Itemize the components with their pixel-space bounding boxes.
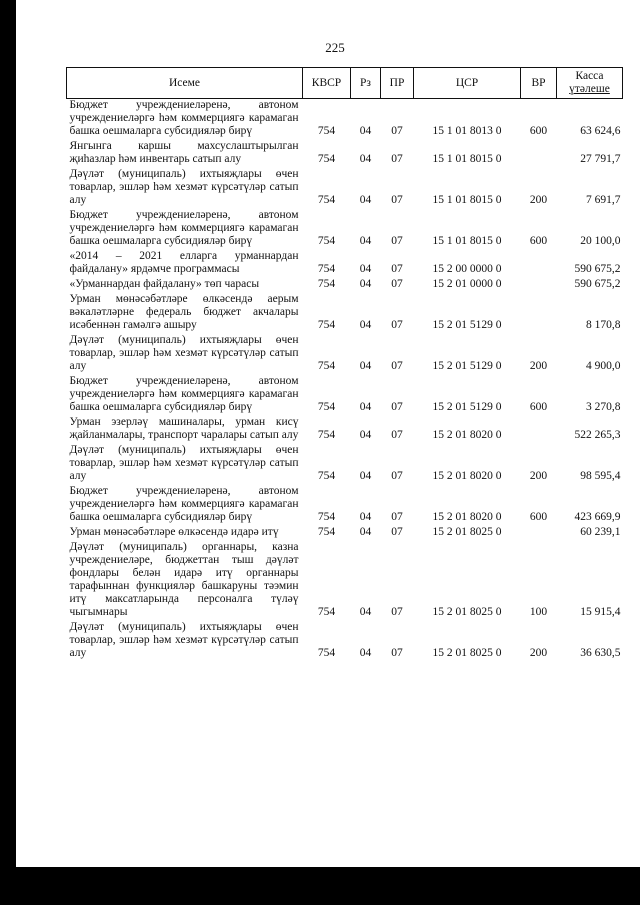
table-row bbox=[67, 375, 623, 414]
row-kvsr: 754 bbox=[317, 429, 336, 441]
table-body bbox=[67, 99, 623, 663]
row-vr: 600 bbox=[529, 235, 548, 247]
table-row bbox=[67, 485, 623, 524]
row-vr: 200 bbox=[529, 360, 548, 372]
row-rz: 04 bbox=[359, 263, 372, 275]
row-rz: 04 bbox=[359, 235, 372, 247]
row-pr: 07 bbox=[391, 526, 403, 538]
row-name: Бюджет учреждениеләренә, автоном учреждениеләргә һәм коммерциягә карамаган башка оешмаларга субсидияләр бирү bbox=[69, 209, 299, 247]
row-name: Бюджет учреждениеләренә, автоном учреждениеләргә һәм коммерциягә карамаган башка оешмаларга субсидияләр бирү bbox=[69, 375, 299, 413]
table-row bbox=[67, 250, 623, 276]
row-vr: 600 bbox=[529, 401, 548, 413]
budget-table bbox=[66, 67, 623, 662]
page-number: 225 bbox=[325, 40, 345, 55]
table-row bbox=[67, 334, 623, 373]
row-vr bbox=[521, 140, 557, 166]
row-csr: 15 2 01 5129 0 bbox=[432, 401, 502, 413]
table-row bbox=[67, 541, 623, 619]
row-sum: 590 675,2 bbox=[574, 278, 621, 290]
row-csr: 15 2 01 5129 0 bbox=[432, 319, 502, 331]
row-sum: 36 630,5 bbox=[580, 647, 621, 659]
row-vr bbox=[521, 416, 557, 442]
row-sum: 27 791,7 bbox=[580, 153, 621, 165]
row-sum: 98 595,4 bbox=[580, 470, 621, 482]
row-csr: 15 1 01 8015 0 bbox=[432, 194, 502, 206]
row-kvsr: 754 bbox=[317, 526, 336, 538]
scan-edge-bottom bbox=[0, 867, 640, 905]
row-kvsr: 754 bbox=[317, 470, 336, 482]
row-name: Урман эзерләү машиналары, урман кисү җайланмалары, транспорт чаралары сатып алу bbox=[69, 416, 299, 441]
row-rz: 04 bbox=[359, 429, 372, 441]
row-sum: 590 675,2 bbox=[574, 263, 621, 275]
row-vr bbox=[521, 293, 557, 332]
row-vr: 200 bbox=[529, 194, 548, 206]
row-rz: 04 bbox=[359, 360, 372, 372]
row-csr: 15 2 01 8025 0 bbox=[432, 606, 502, 618]
header-pr: ПР bbox=[381, 68, 414, 99]
row-vr bbox=[521, 526, 557, 539]
row-name: Дәүләт (муниципаль) ихтыяҗлары өчен товарлар, эшләр һәм хезмәт күрсәтүләр сатып алу bbox=[69, 621, 299, 659]
row-csr: 15 2 01 0000 0 bbox=[432, 278, 502, 290]
row-name: Бюджет учреждениеләренә, автоном учреждениеләргә һәм коммерциягә карамаган башка оешмаларга субсидияләр бирү bbox=[69, 485, 299, 523]
row-name: Дәүләт (муниципаль) органнары, казна учреждениеләре, бюджеттан тыш дәүләт фондлары белән идарә итү органнары тарафыннан функцияләр башкаруны тәэмин итү максатларында персоналга түләү чыгымнары bbox=[69, 541, 299, 618]
table-row bbox=[67, 140, 623, 166]
row-pr: 07 bbox=[391, 125, 403, 137]
row-sum: 20 100,0 bbox=[580, 235, 621, 247]
row-pr: 07 bbox=[391, 647, 403, 659]
row-sum: 4 900,0 bbox=[586, 360, 621, 372]
row-sum: 15 915,4 bbox=[580, 606, 621, 618]
row-name: «Урманнардан файдалану» төп чарасы bbox=[69, 278, 260, 290]
row-kvsr: 754 bbox=[317, 153, 336, 165]
row-kvsr: 754 bbox=[317, 278, 336, 290]
row-kvsr: 754 bbox=[317, 647, 336, 659]
row-name: Дәүләт (муниципаль) ихтыяҗлары өчен товарлар, эшләр һәм хезмәт күрсәтүләр сатып алу bbox=[69, 168, 299, 206]
row-csr: 15 1 01 8013 0 bbox=[432, 125, 502, 137]
row-csr: 15 2 00 0000 0 bbox=[432, 263, 502, 275]
header-rz: Рз bbox=[351, 68, 381, 99]
row-vr bbox=[521, 250, 557, 276]
row-pr: 07 bbox=[391, 511, 403, 523]
row-vr: 200 bbox=[529, 470, 548, 482]
row-name: Дәүләт (муниципаль) ихтыяҗлары өчен товарлар, эшләр һәм хезмәт күрсәтүләр сатып алу bbox=[69, 334, 299, 372]
header-kvsr: КВСР bbox=[303, 68, 351, 99]
row-name: Дәүләт (муниципаль) ихтыяҗлары өчен товарлар, эшләр һәм хезмәт күрсәтүләр сатып алу bbox=[69, 444, 299, 482]
row-name: Урман мөнәсәбәтләре өлкәсендә идарә итү bbox=[69, 526, 279, 538]
table-row bbox=[67, 99, 623, 139]
row-csr: 15 2 01 8025 0 bbox=[432, 647, 502, 659]
row-pr: 07 bbox=[391, 153, 403, 165]
row-sum: 423 669,9 bbox=[574, 511, 621, 523]
row-sum: 60 239,1 bbox=[580, 526, 621, 538]
row-rz: 04 bbox=[359, 606, 372, 618]
row-sum: 7 691,7 bbox=[586, 194, 621, 206]
row-kvsr: 754 bbox=[317, 235, 336, 247]
row-vr: 100 bbox=[529, 606, 548, 618]
row-name: «2014 – 2021 елларга урманнардан файдалану» ярдәмче программасы bbox=[69, 250, 299, 275]
row-sum: 8 170,8 bbox=[586, 319, 621, 331]
row-rz: 04 bbox=[359, 401, 372, 413]
row-vr bbox=[521, 278, 557, 291]
row-kvsr: 754 bbox=[317, 194, 336, 206]
header-vr: ВР bbox=[521, 68, 557, 99]
table-row bbox=[67, 293, 623, 332]
table-row bbox=[67, 278, 623, 291]
header-csr: ЦСР bbox=[414, 68, 521, 99]
row-rz: 04 bbox=[359, 194, 372, 206]
row-kvsr: 754 bbox=[317, 263, 336, 275]
row-spacer bbox=[67, 660, 623, 662]
table-row bbox=[67, 168, 623, 207]
row-kvsr: 754 bbox=[317, 319, 336, 331]
row-sum: 63 624,6 bbox=[580, 125, 621, 137]
row-rz: 04 bbox=[359, 278, 372, 290]
row-kvsr: 754 bbox=[317, 511, 336, 523]
header-sum-line2: үтәлеше bbox=[569, 83, 610, 95]
row-pr: 07 bbox=[391, 319, 403, 331]
row-pr: 07 bbox=[391, 401, 403, 413]
budget-table-container bbox=[66, 67, 622, 662]
row-sum: 3 270,8 bbox=[586, 401, 621, 413]
row-rz: 04 bbox=[359, 526, 372, 538]
row-kvsr: 754 bbox=[317, 360, 336, 372]
row-kvsr: 754 bbox=[317, 401, 336, 413]
row-name: Урман мөнәсәбәтләре өлкәсендә аерым вәкаләтләрне федераль бюджет акчалары исәбеннән гамәлгә ашыру bbox=[69, 293, 299, 331]
row-rz: 04 bbox=[359, 470, 372, 482]
row-csr: 15 2 01 5129 0 bbox=[432, 360, 502, 372]
row-csr: 15 2 01 8020 0 bbox=[432, 429, 502, 441]
scan-edge-left bbox=[0, 0, 16, 905]
row-vr: 600 bbox=[529, 511, 548, 523]
row-name: Янгынга каршы махсуслаштырылган җиһазлар һәм инвентарь сатып алу bbox=[69, 140, 299, 165]
row-spacer-cell bbox=[67, 660, 623, 662]
row-vr: 200 bbox=[529, 647, 548, 659]
row-pr: 07 bbox=[391, 606, 403, 618]
row-pr: 07 bbox=[391, 194, 403, 206]
row-pr: 07 bbox=[391, 278, 403, 290]
row-pr: 07 bbox=[391, 360, 403, 372]
row-rz: 04 bbox=[359, 511, 372, 523]
row-rz: 04 bbox=[359, 647, 372, 659]
header-sum-line1: Касса bbox=[575, 70, 604, 82]
row-pr: 07 bbox=[391, 429, 403, 441]
row-pr: 07 bbox=[391, 235, 403, 247]
row-csr: 15 1 01 8015 0 bbox=[432, 153, 502, 165]
table-row bbox=[67, 621, 623, 660]
row-csr: 15 2 01 8025 0 bbox=[432, 526, 502, 538]
row-pr: 07 bbox=[391, 263, 403, 275]
header-sum bbox=[557, 68, 623, 99]
row-name: Бюджет учреждениеләренә, автоном учреждениеләргә һәм коммерциягә карамаган башка оешмаларга субсидияләр бирү bbox=[69, 99, 299, 137]
row-kvsr: 754 bbox=[317, 606, 336, 618]
row-rz: 04 bbox=[359, 125, 372, 137]
row-csr: 15 2 01 8020 0 bbox=[432, 511, 502, 523]
table-row bbox=[67, 416, 623, 442]
row-kvsr: 754 bbox=[317, 125, 336, 137]
row-pr: 07 bbox=[391, 470, 403, 482]
row-sum: 522 265,3 bbox=[574, 429, 621, 441]
row-csr: 15 1 01 8015 0 bbox=[432, 235, 502, 247]
table-header bbox=[67, 68, 623, 99]
row-csr: 15 2 01 8020 0 bbox=[432, 470, 502, 482]
table-row bbox=[67, 444, 623, 483]
header-name: Исеме bbox=[67, 68, 303, 99]
row-rz: 04 bbox=[359, 319, 372, 331]
table-row bbox=[67, 526, 623, 539]
table-row bbox=[67, 209, 623, 248]
row-vr: 600 bbox=[529, 125, 548, 137]
row-rz: 04 bbox=[359, 153, 372, 165]
